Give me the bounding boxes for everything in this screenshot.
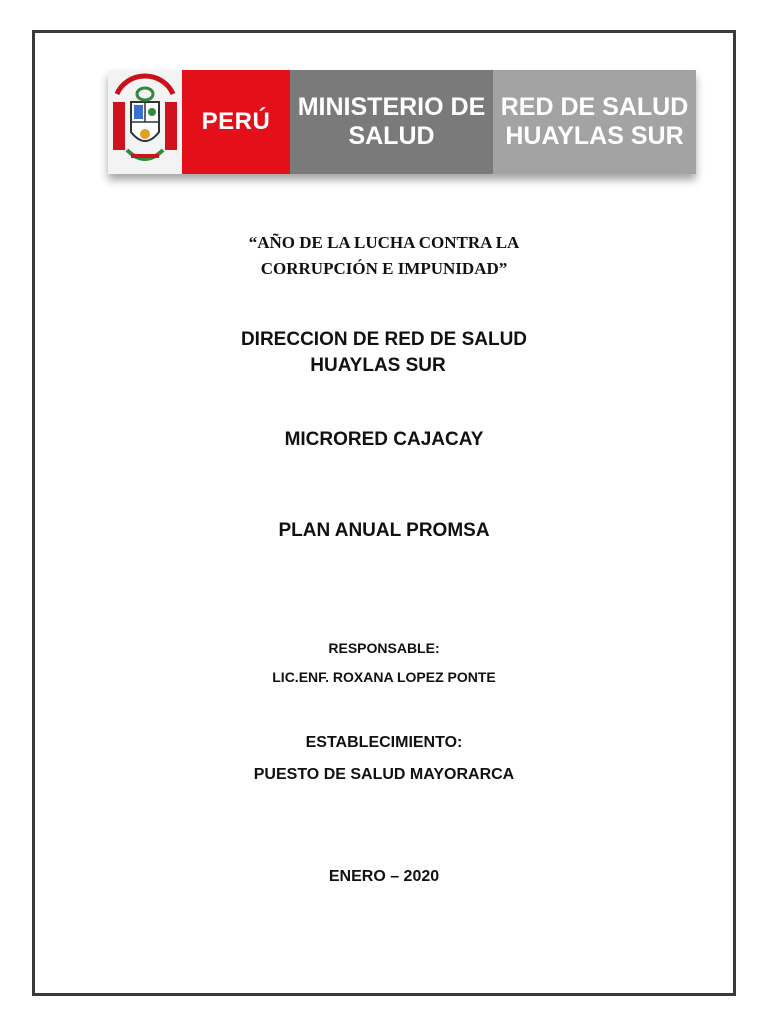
- peru-text: PERÚ: [201, 108, 271, 135]
- microred-title: MICRORED CAJACAY: [284, 429, 484, 450]
- peru-label: [182, 70, 290, 174]
- establishment-name: PUESTO DE SALUD MAYORARCA: [253, 766, 515, 783]
- network-label: [493, 70, 696, 174]
- direction-line2: HUAYLAS SUR: [310, 355, 446, 376]
- direction-line1: DIRECCION DE RED DE SALUD: [240, 329, 528, 350]
- ministry-label: [290, 70, 493, 174]
- network-line2: HUAYLAS SUR: [505, 122, 684, 150]
- plan-title: PLAN ANUAL PROMSA: [278, 520, 490, 541]
- coat-of-arms-icon: [108, 70, 182, 174]
- document-date: ENERO – 2020: [328, 868, 440, 885]
- institutional-banner: [108, 70, 696, 174]
- motto-line1: “AÑO DE LA LUCHA CONTRA LA: [248, 233, 520, 252]
- ministry-line1: MINISTERIO DE: [297, 93, 486, 121]
- establishment-label: ESTABLECIMIENTO:: [305, 734, 463, 751]
- network-line1: RED DE SALUD: [500, 93, 689, 121]
- responsible-label: RESPONSABLE:: [328, 640, 440, 656]
- motto-line2: CORRUPCIÓN E IMPUNIDAD”: [260, 259, 508, 278]
- page-border: [32, 30, 736, 996]
- ministry-line2: SALUD: [348, 122, 435, 150]
- responsible-name: LIC.ENF. ROXANA LOPEZ PONTE: [272, 669, 496, 685]
